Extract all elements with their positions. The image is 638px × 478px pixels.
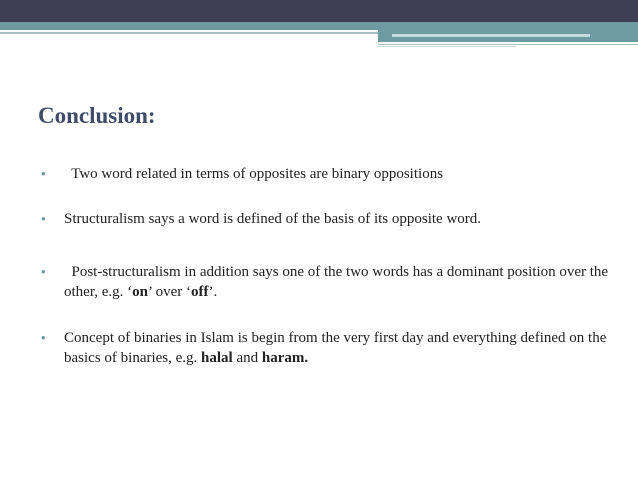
bullet-icon: • bbox=[41, 264, 46, 279]
header-rule-left bbox=[0, 32, 378, 34]
bullet-emphasis: on bbox=[132, 284, 148, 300]
bullet-text bbox=[64, 328, 624, 368]
header-rule-light bbox=[392, 34, 590, 37]
bullet-icon: • bbox=[41, 166, 46, 181]
bullet-body: ’ over ‘ bbox=[147, 284, 191, 300]
bullet-body: Two word related in terms of opposites are binary oppositions bbox=[71, 166, 444, 182]
bullet-text bbox=[64, 262, 624, 302]
bullet-icon: • bbox=[41, 211, 46, 226]
header-band-teal bbox=[0, 22, 638, 30]
bullet-body: Concept of binaries in Islam is begin from the very first day and everything defined on the basics of binaries, e.g. bbox=[64, 330, 607, 366]
header-band-dark bbox=[0, 0, 638, 22]
bullet-body: and bbox=[232, 350, 262, 366]
bullet-body: Structuralism says a word is defined of the basis of its opposite word. bbox=[64, 211, 482, 227]
bullet-emphasis: halal bbox=[201, 350, 233, 366]
bullet-emphasis: off bbox=[191, 284, 209, 300]
bullet-body: ’. bbox=[208, 284, 218, 300]
header-rule-right-2 bbox=[378, 46, 516, 47]
bullet-emphasis: haram. bbox=[261, 350, 309, 366]
bullet-body: Post-structuralism in addition says one of the two words has a dominant position over the other, e.g. ‘ bbox=[64, 264, 609, 300]
slide-title: Conclusion: bbox=[38, 103, 156, 128]
bullet-lead bbox=[64, 264, 72, 280]
bullet-text bbox=[64, 209, 624, 229]
bullet-text bbox=[64, 164, 624, 184]
bullet-icon: • bbox=[41, 330, 46, 345]
header-rule-right-1 bbox=[378, 44, 638, 45]
